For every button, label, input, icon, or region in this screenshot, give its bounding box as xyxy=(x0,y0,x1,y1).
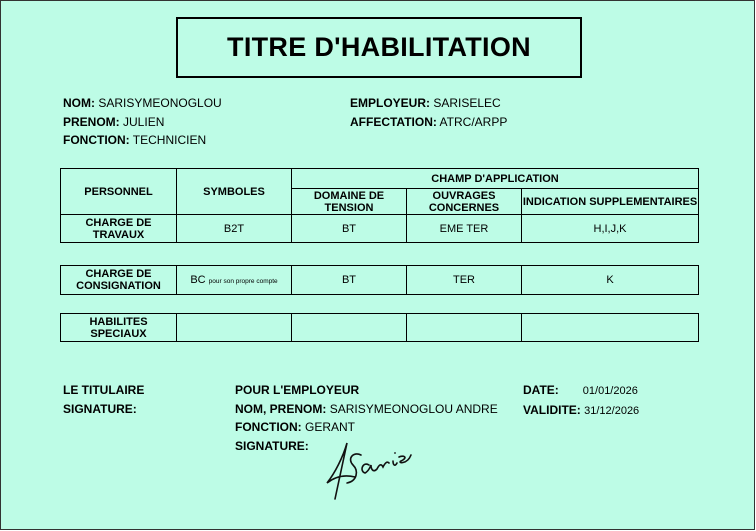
nom-value: SARISYMEONOGLOU xyxy=(98,96,222,110)
titulaire-label: LE TITULAIRE xyxy=(63,383,145,397)
row-ouvrages: TER xyxy=(407,266,522,295)
person-info xyxy=(63,94,222,150)
employeur-nom-label: NOM, PRENOM: xyxy=(235,401,327,416)
employeur-signature-image xyxy=(323,431,418,503)
row-symbole xyxy=(177,266,292,295)
col-ouvrages: OUVRAGES CONCERNES xyxy=(407,189,522,215)
employeur-value: SARISELEC xyxy=(433,96,501,110)
title-box xyxy=(176,17,582,78)
page-title: TITRE D'HABILITATION xyxy=(227,32,531,62)
row-domaine: BT xyxy=(292,215,407,243)
row-label: CHARGE DE TRAVAUX xyxy=(61,215,177,243)
prenom-label: PRENOM: xyxy=(63,114,120,129)
row-indication: K xyxy=(522,266,699,295)
table-row xyxy=(61,215,699,243)
employeur-fonction-label: FONCTION: xyxy=(235,420,302,434)
col-personnel: PERSONNEL xyxy=(61,169,177,215)
prenom-value: JULIEN xyxy=(123,114,165,129)
date-label: DATE: xyxy=(523,383,559,397)
employeur-label: EMPLOYEUR: xyxy=(350,96,431,110)
row-label: CHARGE DE CONSIGNATION xyxy=(61,266,177,295)
table-row xyxy=(61,266,699,295)
employeur-line xyxy=(350,94,507,113)
prenom-line xyxy=(63,113,222,132)
row-domaine: BT xyxy=(292,266,407,295)
row-symbole-note: pour son propre compte xyxy=(208,278,278,285)
titulaire-block xyxy=(63,381,144,418)
row-domaine xyxy=(292,314,407,342)
row-ouvrages xyxy=(407,314,522,342)
champ-application-header: CHAMP D'APPLICATION xyxy=(292,169,699,189)
row-label: HABILITES SPECIAUX xyxy=(61,314,177,342)
affectation-value: ATRC/ARPP xyxy=(439,114,508,129)
validite-label: VALIDITE: xyxy=(523,402,581,417)
nom-label: NOM: xyxy=(63,96,95,110)
affectation-label: AFFECTATION: xyxy=(350,114,437,129)
date-value: 01/01/2026 xyxy=(582,385,638,397)
row-symbole xyxy=(177,314,292,342)
col-indication: INDICATION SUPPLEMENTAIRES xyxy=(522,189,699,215)
titulaire-signature-label: SIGNATURE: xyxy=(63,401,137,416)
col-symboles: SYMBOLES xyxy=(177,169,292,215)
row-indication xyxy=(522,314,699,342)
validite-value: 31/12/2026 xyxy=(584,404,640,417)
dates-block xyxy=(523,381,639,420)
employeur-signature-label: SIGNATURE: xyxy=(235,438,309,453)
row-symbole-value: BC xyxy=(190,274,206,286)
habilitation-table xyxy=(60,168,699,243)
fonction-label: FONCTION: xyxy=(63,133,130,147)
speciaux-table xyxy=(60,313,699,342)
fonction-line xyxy=(63,131,222,150)
fonction-value: TECHNICIEN xyxy=(132,133,207,147)
row-symbole: B2T xyxy=(177,215,292,243)
nom-line xyxy=(63,94,222,113)
row-ouvrages: EME TER xyxy=(407,215,522,243)
row-indication: H,I,J,K xyxy=(522,215,699,243)
employeur-fonction-value: GERANT xyxy=(305,420,356,434)
table-row xyxy=(61,314,699,342)
affectation-line xyxy=(350,113,507,132)
pour-employeur-label: POUR L'EMPLOYEUR xyxy=(235,383,360,397)
employeur-nom-value: SARISYMEONOGLOU ANDRE xyxy=(329,401,498,416)
consignation-table xyxy=(60,265,699,295)
employer-info xyxy=(350,94,507,131)
col-domaine: DOMAINE DE TENSION xyxy=(292,189,407,215)
